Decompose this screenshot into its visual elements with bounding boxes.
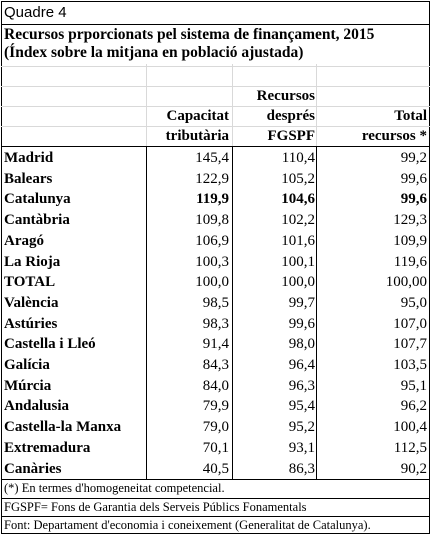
table-row bbox=[0, 314, 432, 334]
capacitat-value: 79,9 bbox=[202, 398, 229, 415]
recursos-value: 95,4 bbox=[288, 398, 315, 415]
total-value: 99,6 bbox=[400, 170, 427, 187]
total-value: 119,6 bbox=[393, 253, 427, 270]
region-name: Andalusia bbox=[4, 398, 70, 415]
region-name: Canàries bbox=[4, 460, 62, 477]
region-name: Catalunya bbox=[4, 191, 71, 208]
total-value: 90,2 bbox=[400, 460, 427, 477]
footnote: (*) En termes d'homogeneitat competencial. bbox=[4, 481, 225, 495]
gridline bbox=[232, 64, 233, 146]
region-name: Galícia bbox=[4, 357, 50, 373]
header-total-line1: Total bbox=[394, 108, 427, 124]
total-value: 129,3 bbox=[393, 212, 427, 229]
table-row bbox=[0, 189, 432, 209]
total-value: 100,4 bbox=[393, 419, 427, 436]
header-recursos-line1: Recursos bbox=[256, 88, 315, 104]
footnote: FGSPF= Fons de Garantia dels Serveis Públics Fonamentals bbox=[4, 500, 307, 514]
table-row bbox=[0, 438, 432, 458]
total-value: 107,0 bbox=[393, 315, 427, 332]
recursos-value: 96,3 bbox=[288, 377, 315, 394]
recursos-value: 100,0 bbox=[281, 274, 315, 291]
table-row bbox=[0, 231, 432, 251]
capacitat-value: 100,0 bbox=[195, 274, 229, 291]
capacitat-value: 145,4 bbox=[195, 150, 229, 166]
divider bbox=[1, 516, 430, 517]
region-name: València bbox=[4, 294, 59, 311]
header-capacitat bbox=[166, 106, 229, 146]
divider bbox=[1, 498, 430, 499]
table-row bbox=[0, 252, 432, 272]
total-value: 96,2 bbox=[400, 398, 427, 415]
total-value: 99,6 bbox=[400, 191, 427, 208]
recursos-value: 99,6 bbox=[288, 315, 315, 332]
table-title: Recursos prporcionats pel sistema de finançament, 2015 bbox=[4, 26, 375, 43]
table-subtitle: (Índex sobre la mitjana en població ajustada) bbox=[4, 44, 304, 61]
recursos-value: 110,4 bbox=[281, 150, 315, 166]
capacitat-value: 98,3 bbox=[202, 315, 229, 332]
table-row bbox=[0, 148, 432, 168]
region-name: Balears bbox=[4, 170, 53, 187]
recursos-value: 93,1 bbox=[288, 439, 315, 456]
capacitat-value: 106,9 bbox=[195, 232, 229, 249]
capacitat-value: 79,0 bbox=[202, 419, 229, 436]
region-name: La Rioja bbox=[4, 253, 61, 270]
recursos-value: 105,2 bbox=[281, 170, 315, 187]
region-name: Madrid bbox=[4, 150, 54, 166]
recursos-value: 86,3 bbox=[288, 460, 315, 477]
recursos-value: 98,0 bbox=[288, 336, 315, 353]
table-bottom-border bbox=[1, 479, 430, 480]
region-name: Extremadura bbox=[4, 439, 91, 456]
total-value: 107,7 bbox=[393, 336, 427, 353]
table-row bbox=[0, 272, 432, 292]
capacitat-value: 109,8 bbox=[195, 212, 229, 229]
table-caption: Quadre 4 bbox=[4, 4, 67, 21]
table-row bbox=[0, 376, 432, 396]
region-name: Castella i Lleó bbox=[4, 336, 96, 353]
table-row bbox=[0, 169, 432, 189]
region-name: Múrcia bbox=[4, 377, 52, 394]
gridline bbox=[316, 64, 317, 146]
region-name: Aragó bbox=[4, 232, 44, 249]
table-row bbox=[0, 459, 432, 479]
table-row bbox=[0, 293, 432, 313]
capacitat-value: 119,9 bbox=[196, 191, 229, 208]
header-capacitat-line2: tributària bbox=[165, 128, 229, 144]
recursos-value: 101,6 bbox=[281, 232, 315, 249]
table-row bbox=[0, 355, 432, 375]
capacitat-value: 40,5 bbox=[202, 460, 229, 477]
region-name: TOTAL bbox=[4, 274, 56, 291]
recursos-value: 102,2 bbox=[281, 212, 315, 229]
recursos-value: 100,1 bbox=[281, 253, 315, 270]
total-value: 103,5 bbox=[393, 357, 427, 373]
header-capacitat-line1: Capacitat bbox=[166, 108, 229, 124]
total-value: 109,9 bbox=[393, 232, 427, 249]
total-value: 95,0 bbox=[400, 294, 427, 311]
capacitat-value: 84,0 bbox=[202, 377, 229, 394]
gridline bbox=[146, 64, 147, 146]
gridline bbox=[1, 66, 430, 67]
total-value: 95,1 bbox=[400, 377, 427, 394]
recursos-value: 95,2 bbox=[288, 419, 315, 436]
table-row bbox=[0, 334, 432, 354]
table-row bbox=[0, 417, 432, 437]
capacitat-value: 98,5 bbox=[202, 294, 229, 311]
capacitat-value: 91,4 bbox=[202, 336, 229, 353]
recursos-value: 96,4 bbox=[288, 357, 315, 373]
divider bbox=[1, 24, 430, 25]
capacitat-value: 70,1 bbox=[202, 439, 229, 456]
header-recursos-line2: després bbox=[266, 108, 315, 124]
total-value: 112,5 bbox=[393, 439, 427, 456]
region-name: Astúries bbox=[4, 315, 58, 332]
total-value: 99,2 bbox=[400, 150, 427, 166]
recursos-value: 99,7 bbox=[288, 294, 315, 311]
region-name: Cantàbria bbox=[4, 212, 70, 229]
header-total bbox=[362, 106, 427, 146]
header-recursos bbox=[257, 86, 315, 146]
region-name: Castella-la Manxa bbox=[4, 419, 122, 436]
table-row bbox=[0, 210, 432, 230]
recursos-value: 104,6 bbox=[281, 191, 315, 208]
header-recursos-line3: FGSPF bbox=[267, 128, 315, 144]
gridline bbox=[1, 86, 430, 87]
header-divider bbox=[1, 146, 430, 147]
capacitat-value: 100,3 bbox=[195, 253, 229, 270]
total-value: 100,00 bbox=[385, 274, 427, 291]
capacitat-value: 122,9 bbox=[195, 170, 229, 187]
table-row bbox=[0, 396, 432, 416]
source-note: Font: Departament d'economia i coneixement (Generalitat de Catalunya). bbox=[4, 518, 371, 532]
header-total-line2: recursos * bbox=[361, 128, 427, 144]
capacitat-value: 84,3 bbox=[202, 357, 229, 373]
